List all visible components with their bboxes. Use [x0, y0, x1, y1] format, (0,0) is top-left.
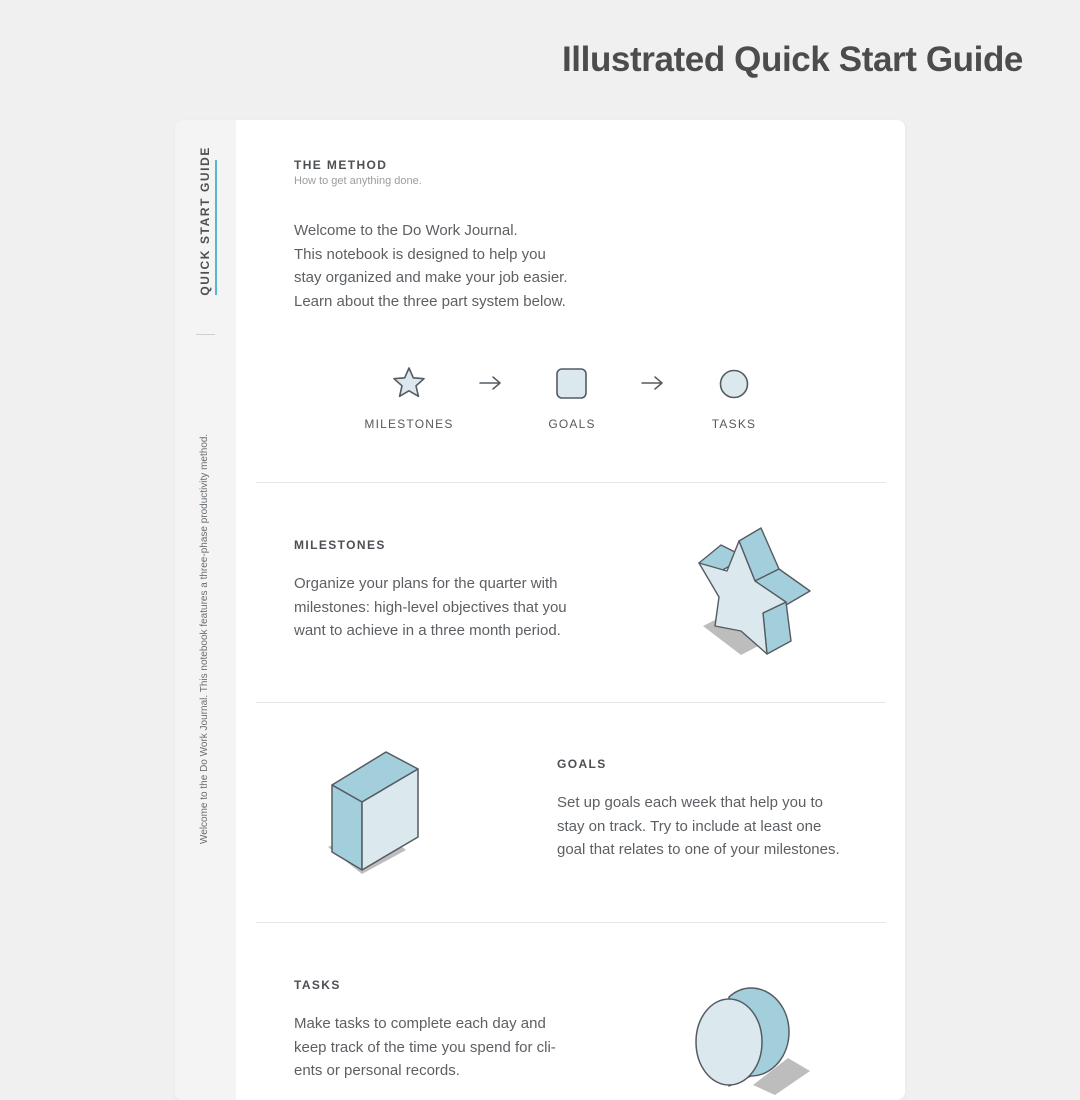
arrow-right-icon [640, 375, 666, 391]
method-subheading: How to get anything done. [294, 175, 422, 187]
content [256, 120, 886, 1100]
method-intro: Welcome to the Do Work Journal. This notebook is designed to help you stay organized and make your job easier. Learn about the three part system below. [294, 222, 568, 310]
sidebar-description: Welcome to the Do Work Journal. This notebook features a three-phase productivity method. [199, 433, 210, 844]
milestones-text: Organize your plans for the quarter with milestones: high-level objectives that you want to achieve in a three month period. [294, 575, 567, 639]
section-divider [256, 922, 886, 923]
section-divider [256, 702, 886, 703]
circle-icon [718, 368, 750, 400]
flow-label-tasks: TASKS [711, 417, 757, 431]
sidebar-tab-label: QUICK START GUIDE [198, 146, 212, 296]
sidebar [175, 120, 236, 1100]
page-title: Illustrated Quick Start Guide [561, 40, 1023, 79]
sidebar-divider [196, 334, 215, 335]
rounded-square-icon [555, 367, 589, 401]
isometric-cylinder-icon [693, 985, 813, 1100]
goals-heading: GOALS [557, 757, 607, 771]
section-divider [256, 482, 886, 483]
tasks-text: Make tasks to complete each day and keep track of the time you spend for cli- ents or personal records. [294, 1015, 556, 1079]
method-heading: THE METHOD [294, 158, 388, 172]
tasks-heading: TASKS [294, 978, 341, 992]
isometric-box-icon [326, 747, 451, 882]
isometric-star-icon [691, 523, 816, 663]
milestones-heading: MILESTONES [294, 538, 386, 552]
arrow-right-icon [478, 375, 504, 391]
sidebar-tab-indicator [215, 160, 217, 295]
goals-text: Set up goals each week that help you to stay on track. Try to include at least one goal that relates to one of your milestones. [557, 794, 840, 858]
star-icon [391, 365, 427, 401]
sidebar-tab[interactable] [198, 146, 220, 296]
flow-label-milestones: MILESTONES [364, 417, 454, 431]
flow-label-goals: GOALS [548, 417, 596, 431]
guide-card [175, 120, 905, 1100]
